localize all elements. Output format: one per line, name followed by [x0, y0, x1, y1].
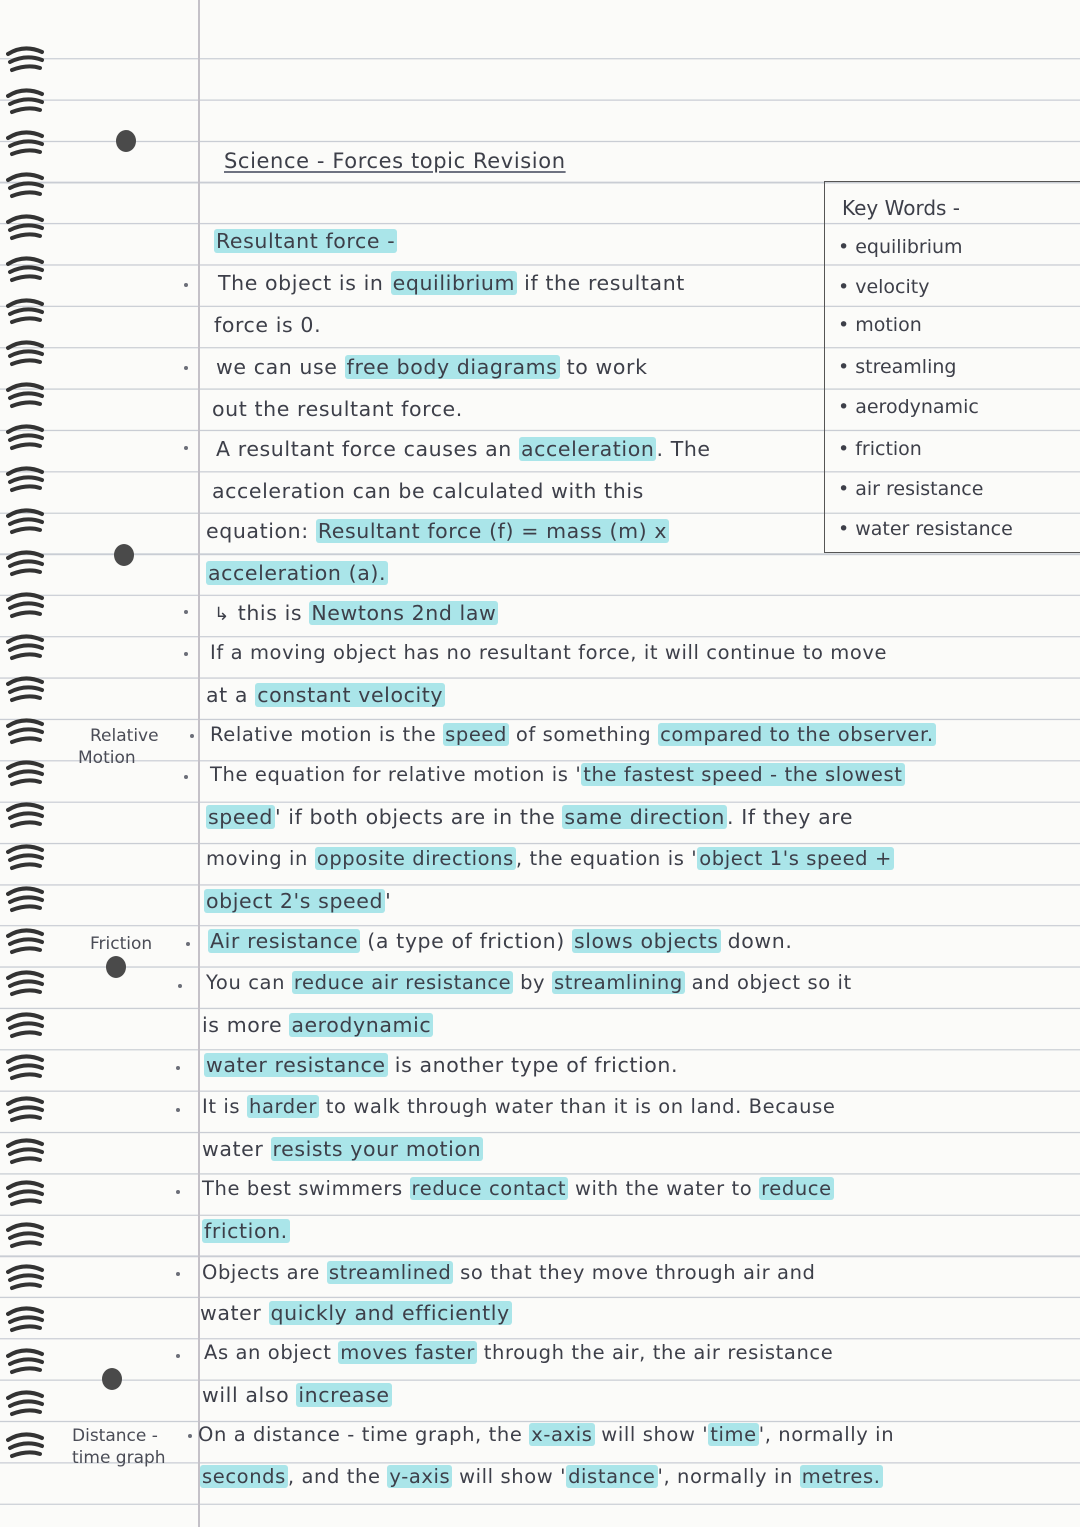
- page-title: Science - Forces topic Revision: [224, 149, 566, 173]
- highlight: resists your motion: [272, 1137, 482, 1161]
- highlight: Resultant force (f) = mass (m) x: [317, 519, 668, 543]
- key-word-item: • velocity: [838, 276, 929, 298]
- punch-hole: [116, 130, 136, 152]
- spiral-binding: [6, 40, 48, 1500]
- highlight: water resistance: [206, 1053, 386, 1077]
- text: will also: [202, 1383, 297, 1407]
- highlight: friction.: [204, 1219, 288, 1243]
- side-label-motion: Motion: [78, 748, 136, 768]
- punch-hole: [114, 544, 134, 566]
- highlight: Air resistance: [210, 929, 359, 953]
- highlight: harder: [248, 1095, 317, 1118]
- text: ': [385, 889, 392, 913]
- highlight: Resultant force -: [216, 229, 396, 253]
- note-line: [204, 1052, 678, 1078]
- side-label-distance: Distance -: [72, 1426, 158, 1446]
- bullet-dot: [184, 652, 188, 656]
- text: equation:: [206, 519, 316, 543]
- note-line: [202, 1382, 392, 1408]
- highlight: speed: [208, 805, 273, 829]
- key-word-item: • friction: [838, 438, 922, 460]
- text: A resultant force causes an: [216, 437, 519, 461]
- text: by: [513, 971, 552, 994]
- text: we can use: [216, 355, 345, 379]
- note-line: [202, 1136, 483, 1162]
- highlight: reduce air resistance: [293, 971, 512, 994]
- text: if the resultant: [517, 271, 685, 295]
- highlight: x-axis: [531, 1423, 593, 1446]
- side-label-friction: Friction: [90, 934, 153, 954]
- note-line: [202, 1218, 290, 1244]
- text: On a distance - time graph, the: [198, 1423, 530, 1446]
- text: Objects are: [202, 1261, 327, 1284]
- side-label-relative: Relative: [90, 726, 159, 746]
- note-line: [202, 1012, 433, 1038]
- bullet-dot: [188, 1434, 192, 1438]
- text: The best swimmers: [202, 1177, 410, 1200]
- bullet-dot: [176, 1108, 180, 1112]
- bullet-dot: [178, 984, 182, 988]
- punch-hole: [106, 956, 126, 978]
- text: at a: [206, 683, 256, 707]
- note-line: [204, 888, 391, 914]
- highlight: acceleration (a).: [208, 561, 387, 585]
- note-line: [206, 560, 388, 586]
- key-word-item: • aerodynamic: [838, 396, 979, 418]
- text: Relative motion is the: [210, 723, 444, 746]
- highlight: time: [710, 1423, 757, 1446]
- key-words-heading: Key Words -: [842, 196, 961, 220]
- highlight: reduce contact: [411, 1177, 567, 1200]
- highlight: free body diagrams: [346, 355, 558, 379]
- note-line: If a moving object has no resultant force, it will continue to move: [210, 641, 888, 664]
- text: It is: [202, 1095, 247, 1118]
- highlight: object 2's speed: [206, 889, 384, 913]
- highlight: increase: [298, 1383, 390, 1407]
- text: through the air, the air resistance: [476, 1341, 834, 1364]
- highlight: reduce: [761, 1177, 832, 1200]
- text: . If they are: [727, 805, 854, 829]
- note-line: [206, 804, 853, 830]
- highlight: seconds: [202, 1465, 286, 1488]
- highlight: distance: [568, 1465, 656, 1488]
- highlight: constant velocity: [257, 683, 444, 707]
- note-line: [200, 1300, 512, 1326]
- note-line: [198, 1422, 894, 1448]
- text: ', normally in: [758, 1423, 895, 1446]
- bullet-dot: [190, 734, 194, 738]
- note-line: [206, 970, 852, 996]
- key-word-item: • streamling: [838, 356, 956, 378]
- note-line: [206, 682, 445, 708]
- text: You can: [206, 971, 292, 994]
- text: water: [202, 1137, 271, 1161]
- text: As an object: [204, 1341, 339, 1364]
- key-word-item: • air resistance: [838, 478, 983, 500]
- text: ' if both objects are in the: [274, 805, 563, 829]
- text: water: [200, 1301, 269, 1325]
- text: , the equation is ': [515, 847, 698, 870]
- text: down.: [720, 929, 793, 953]
- highlight: speed: [445, 723, 508, 746]
- note-line: force is 0.: [214, 313, 322, 337]
- text: to walk through water than it is on land. Because: [318, 1095, 836, 1118]
- note-line: [200, 1464, 883, 1490]
- note-line: acceleration can be calculated with this: [212, 479, 644, 503]
- note-line: [210, 722, 936, 748]
- highlight: same direction: [564, 805, 726, 829]
- note-line: [210, 762, 905, 788]
- text: is another type of friction.: [387, 1053, 679, 1077]
- text: The equation for relative motion is ': [210, 763, 582, 786]
- note-line: [202, 1260, 816, 1286]
- note-line: [214, 228, 397, 254]
- note-line: [218, 270, 685, 296]
- highlight: quickly and efficiently: [270, 1301, 510, 1325]
- highlight: acceleration: [520, 437, 655, 461]
- bullet-dot: [176, 1272, 180, 1276]
- bullet-dot: [184, 283, 188, 287]
- highlight: metres.: [801, 1465, 881, 1488]
- bullet-dot: [184, 366, 188, 370]
- note-line: [204, 1340, 833, 1366]
- highlight: Newtons 2nd law: [311, 601, 497, 625]
- highlight: aerodynamic: [291, 1013, 432, 1037]
- text: this is: [237, 601, 310, 625]
- note-line: [214, 600, 498, 628]
- key-word-item: • equilibrium: [838, 236, 963, 258]
- highlight: object 1's speed +: [699, 847, 892, 870]
- text: of something: [509, 723, 659, 746]
- bullet-dot: [176, 1354, 180, 1358]
- note-line: [216, 436, 711, 462]
- bullet-dot: [184, 446, 188, 450]
- text: , and the: [287, 1465, 388, 1488]
- highlight: moves faster: [340, 1341, 475, 1364]
- text: moving in: [206, 847, 315, 870]
- punch-hole: [102, 1368, 122, 1390]
- margin-line: [198, 0, 200, 1527]
- text: . The: [656, 437, 711, 461]
- bullet-dot: [176, 1066, 180, 1070]
- note-line: [208, 928, 792, 954]
- bullet-dot: [176, 1190, 180, 1194]
- highlight: equilibrium: [392, 271, 516, 295]
- side-label-time-graph: time graph: [72, 1448, 166, 1468]
- text: will show ': [452, 1465, 567, 1488]
- text: so that they move through air and: [453, 1261, 816, 1284]
- highlight: compared to the observer.: [660, 723, 934, 746]
- key-word-item: • motion: [838, 314, 922, 336]
- highlight: y-axis: [389, 1465, 451, 1488]
- text: to work: [559, 355, 648, 379]
- highlight: opposite directions: [316, 847, 514, 870]
- text: ', normally in: [657, 1465, 800, 1488]
- note-line: [206, 518, 669, 544]
- text: is more: [202, 1013, 290, 1037]
- text: The object is in: [218, 271, 391, 295]
- bullet-dot: [184, 775, 188, 779]
- note-line: [206, 846, 894, 872]
- text: with the water to: [568, 1177, 760, 1200]
- key-word-item: • water resistance: [838, 518, 1013, 540]
- highlight: streamlining: [553, 971, 683, 994]
- highlight: the fastest speed - the slowest: [583, 763, 903, 786]
- note-line: [202, 1094, 835, 1120]
- bullet-dot: [186, 942, 190, 946]
- note-line: [202, 1176, 834, 1202]
- highlight: slows objects: [573, 929, 719, 953]
- arrow-icon: ↳: [214, 604, 230, 625]
- bullet-dot: [184, 610, 188, 614]
- spiral-rings: [6, 40, 48, 1500]
- note-line: out the resultant force.: [212, 397, 463, 421]
- text: will show ': [594, 1423, 709, 1446]
- text: and object so it: [684, 971, 852, 994]
- highlight: streamlined: [328, 1261, 452, 1284]
- note-line: [216, 354, 648, 380]
- text: (a type of friction): [360, 929, 572, 953]
